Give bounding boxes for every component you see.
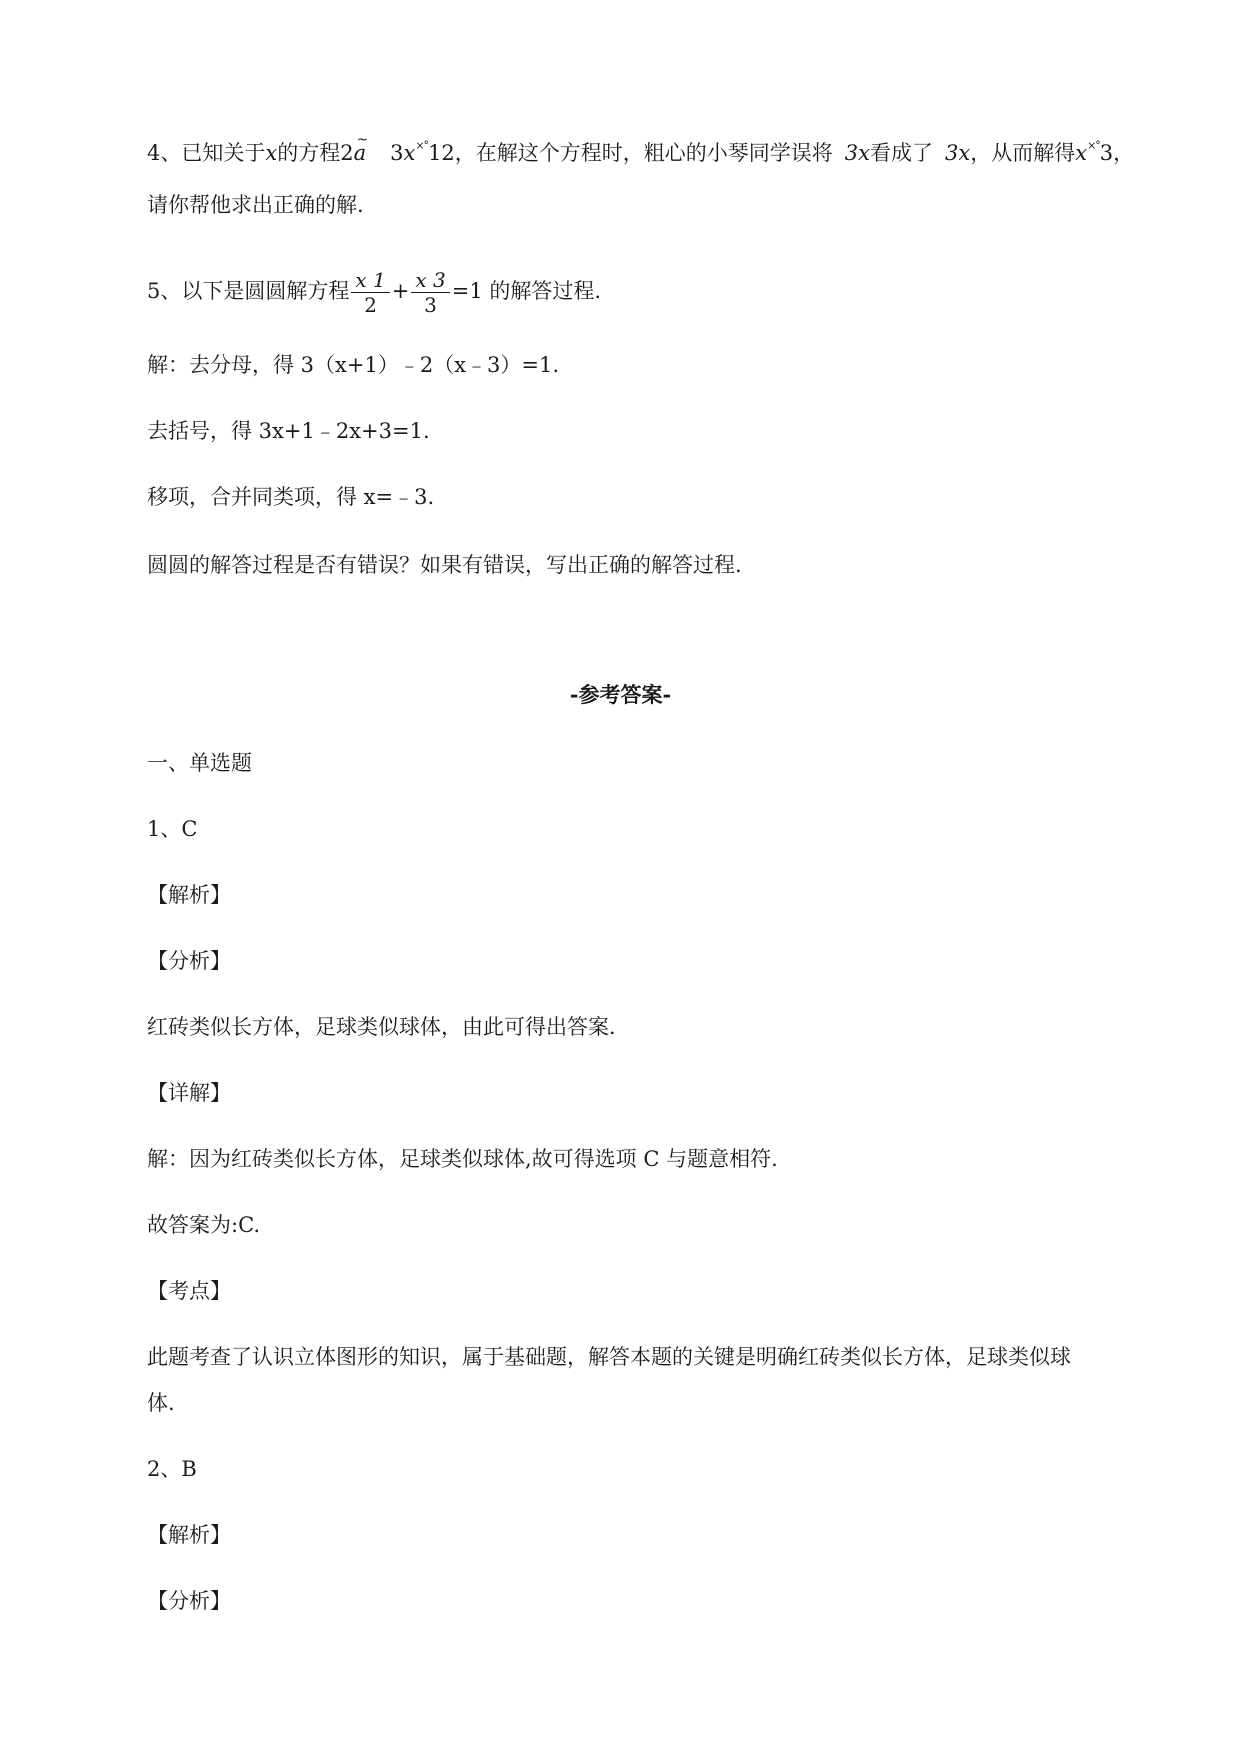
answer-1-label: 1、C xyxy=(147,817,198,841)
fraction-2-numerator: x 3 xyxy=(411,268,449,293)
answer-1-final: 故答案为:C. xyxy=(147,1213,261,1237)
q5-operator: + xyxy=(391,279,410,303)
answer-1-jiexi: 【解析】 xyxy=(147,883,231,907)
q4-equation-rhs: 12 xyxy=(428,141,455,165)
q4-wrong-term: 3x xyxy=(844,141,871,165)
q5-step-1: 解：去分母，得 3（x+1）﹣2（x﹣3）=1. xyxy=(147,353,560,377)
answers-title: -参考答案- xyxy=(569,682,672,707)
q5-text: =1 的解答过程. xyxy=(451,279,602,303)
question-4-line-2: 请你帮他求出正确的解. xyxy=(147,193,364,217)
q4-text: ，在解这个方程时，粗心的小琴同学误将 xyxy=(454,141,833,165)
answer-1-xiangjie: 【详解】 xyxy=(147,1081,231,1105)
q4-wrong-term: 3x xyxy=(945,141,971,165)
q4-equals-symbol: ×° xyxy=(1087,139,1100,152)
q4-solution-var: x xyxy=(1075,141,1088,165)
answer-2-fenxi: 【分析】 xyxy=(147,1589,231,1613)
q4-text: 的方程 xyxy=(277,141,341,165)
fraction-1-numerator: x 1 xyxy=(351,268,389,293)
q5-step-2: 去括号，得 3x+1﹣2x+3=1. xyxy=(147,419,430,443)
question-4-line-1 xyxy=(147,138,1147,172)
q4-text: 看成了 xyxy=(870,141,934,165)
q4-equation-var: x xyxy=(403,141,416,165)
answer-1-kaodian: 【考点】 xyxy=(147,1279,231,1303)
answer-2-jiexi: 【解析】 xyxy=(147,1523,231,1547)
q5-question: 圆圆的解答过程是否有错误？如果有错误，写出正确的解答过程. xyxy=(147,553,742,577)
q4-equation-var: ~ a xyxy=(354,141,367,165)
q4-equation-coef: 2 xyxy=(340,141,354,165)
answer-1-kaodian-text-1: 此题考查了认识立体图形的知识，属于基础题，解答本题的关键是明确红砖类似长方体，足球类似球 xyxy=(147,1345,1071,1369)
q4-equals-symbol: ×° xyxy=(415,139,429,152)
answer-1-fenxi: 【分析】 xyxy=(147,949,231,973)
q4-text: 4、已知关于 xyxy=(147,141,266,165)
question-5-header xyxy=(147,268,1147,317)
fraction-1-denominator: 2 xyxy=(364,293,377,317)
q5-step-3: 移项，合并同类项，得 x=﹣3. xyxy=(147,485,435,509)
answer-2-label: 2、B xyxy=(147,1457,197,1481)
section-heading: 一、单选题 xyxy=(147,751,252,775)
answer-1-xiangjie-text: 解：因为红砖类似长方体，足球类似球体,故可得选项 C 与题意相符. xyxy=(147,1147,778,1171)
fraction-2 xyxy=(411,268,449,317)
fraction-1 xyxy=(351,268,389,317)
answer-1-kaodian-text-2: 体. xyxy=(147,1391,175,1415)
q4-text: ，从而解得 xyxy=(970,141,1076,165)
answer-1-fenxi-text: 红砖类似长方体，足球类似球体，由此可得出答案. xyxy=(147,1015,616,1039)
q4-solution-value: 3， xyxy=(1099,141,1135,165)
q5-text: 5、以下是圆圆解方程 xyxy=(147,279,350,303)
q4-equation-coef: 3 xyxy=(390,141,404,165)
fraction-2-denominator: 3 xyxy=(424,293,437,317)
q4-variable: x xyxy=(265,141,278,165)
